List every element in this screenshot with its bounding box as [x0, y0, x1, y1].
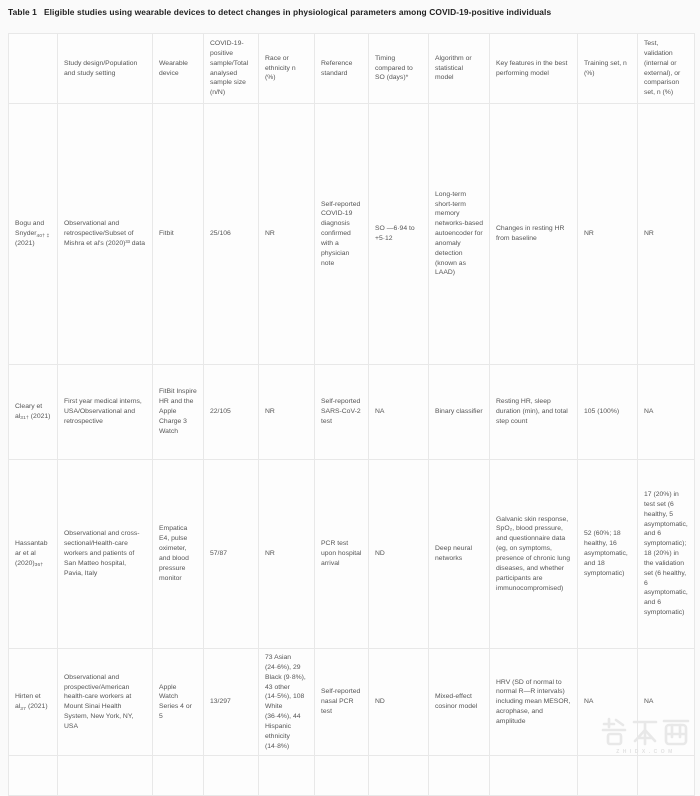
- header-reference: Reference standard: [315, 34, 369, 104]
- cell-algorithm: Long-term short-term memory networks-based autoencoder for anomaly detection (known as LAAD): [429, 104, 490, 365]
- study-name: Hassantabar et al (2020): [15, 540, 48, 567]
- cell-sample: 13/297: [204, 649, 259, 756]
- study-reference-marker: 36†: [34, 563, 44, 569]
- header-race: Race or ethnicity n (%): [259, 34, 315, 104]
- cell-design: Observational and prospective/American health-care workers at Mount Sinai Health System, New York, NY, USA: [58, 649, 153, 756]
- cell-design: Observational and retrospective/Subset of Mishra et al's (2020)³³ data: [58, 104, 153, 365]
- cell-empty: [490, 756, 578, 796]
- cell-training: 105 (100%): [578, 365, 638, 460]
- header-timing: Timing compared to SO (days)*: [369, 34, 429, 104]
- cell-features: Changes in resting HR from baseline: [490, 104, 578, 365]
- table-row-hirten: [9, 649, 695, 756]
- cell-empty: [369, 756, 429, 796]
- cell-algorithm: Binary classifier: [429, 365, 490, 460]
- study-year: (2021): [15, 239, 35, 247]
- header-training: Training set, n (%): [578, 34, 638, 104]
- cell-algorithm: Mixed-effect cosinor model: [429, 649, 490, 756]
- cell-race: 73 Asian (24·6%), 29 Black (9·8%), 43 other (14·5%), 108 White (36·4%), 44 Hispanic ethnicity (14·8%): [259, 649, 315, 756]
- cell-training: 52 (60%; 18 healthy, 16 asymptomatic, and 18 symptomatic): [578, 460, 638, 649]
- study-year: (2021): [27, 703, 48, 711]
- header-sample: COVID-19-positive sample/Total analysed sample size (n/N): [204, 34, 259, 104]
- study-name: Cleary et al: [15, 403, 43, 420]
- study-reference-marker: 37: [20, 706, 27, 712]
- header-device: Wearable device: [153, 34, 204, 104]
- cell-sample: 25/106: [204, 104, 259, 365]
- cell-reference: Self-reported nasal PCR test: [315, 649, 369, 756]
- cell-training: NA: [578, 649, 638, 756]
- cell-design: First year medical interns, USA/Observational and retrospective: [58, 365, 153, 460]
- header-test: Test, validation (internal or external), or comparison set, n (%): [638, 34, 695, 104]
- cell-study: [9, 365, 58, 460]
- cell-reference: Self-reported SARS-CoV-2 test: [315, 365, 369, 460]
- cell-empty: [9, 756, 58, 796]
- cell-training: NR: [578, 104, 638, 365]
- table-row-cleary: [9, 365, 695, 460]
- cell-features: Galvanic skin response, SpO₂, blood pressure, and questionnaire data (eg, on symptoms, presence of chronic lung diseases, and whether participants are immunocompromised): [490, 460, 578, 649]
- cell-reference: PCR test upon hospital arrival: [315, 460, 369, 649]
- cell-reference: Self-reported COVID-19 diagnosis confirmed with a physician note: [315, 104, 369, 365]
- study-name: Hirten et al: [15, 693, 41, 711]
- cell-empty: [315, 756, 369, 796]
- cell-empty: [58, 756, 153, 796]
- header-design: Study design/Population and study setting: [58, 34, 153, 104]
- cell-timing: SO —6·94 to +5·12: [369, 104, 429, 365]
- cell-timing: ND: [369, 460, 429, 649]
- cell-study: [9, 104, 58, 365]
- cell-test: NR: [638, 104, 695, 365]
- cell-timing: ND: [369, 649, 429, 756]
- cell-empty: [638, 756, 695, 796]
- table-row-hassantabar: [9, 460, 695, 649]
- cell-sample: 22/105: [204, 365, 259, 460]
- cell-race: NR: [259, 365, 315, 460]
- table-caption: Eligible studies using wearable devices to detect changes in physiological parameters among COVID-19-positive individuals: [43, 7, 552, 17]
- table-title: [8, 7, 551, 17]
- cell-features: HRV (SD of normal to normal R—R intervals) including mean MESOR, acrophase, and amplitude: [490, 649, 578, 756]
- cell-empty: [259, 756, 315, 796]
- cell-study: [9, 460, 58, 649]
- cell-empty: [153, 756, 204, 796]
- cell-empty: [429, 756, 490, 796]
- zhidx-domain-text: ZHIDX.COM: [616, 749, 676, 755]
- cell-test: 17 (20%) in test set (6 healthy, 5 asymptomatic, and 6 symptomatic); 18 (20%) in the validation set (6 healthy, 6 asymptomatic, and 6 symptomatic): [638, 460, 695, 649]
- study-year: (2021): [30, 412, 51, 420]
- table-number: Table 1: [8, 7, 37, 17]
- cell-race: NR: [259, 460, 315, 649]
- cell-empty: [578, 756, 638, 796]
- study-name: Bogu and Snyder: [15, 220, 45, 238]
- cell-study: [9, 649, 58, 756]
- table-row-bogu: [9, 104, 695, 365]
- cell-design: Observational and cross-sectional/Health-care workers and patients of San Matteo hospital, Pavia, Italy: [58, 460, 153, 649]
- cell-test: NA: [638, 649, 695, 756]
- header-features: Key features in the best performing model: [490, 34, 578, 104]
- header-row: [9, 34, 695, 104]
- cell-device: Empatica E4, pulse oximeter, and blood pressure monitor: [153, 460, 204, 649]
- cell-empty: [204, 756, 259, 796]
- cell-timing: NA: [369, 365, 429, 460]
- cell-race: NR: [259, 104, 315, 365]
- cell-device: Fitbit: [153, 104, 204, 365]
- cell-algorithm: Deep neural networks: [429, 460, 490, 649]
- header-algorithm: Algorithm or statistical model: [429, 34, 490, 104]
- cell-test: NA: [638, 365, 695, 460]
- study-reference-marker: 40† ‡: [36, 233, 50, 239]
- cell-features: Resting HR, sleep duration (min), and total step count: [490, 365, 578, 460]
- table-row-cutoff: [9, 756, 695, 796]
- cell-device: FitBit Inspire HR and the Apple Charge 3 Watch: [153, 365, 204, 460]
- header-study: [9, 34, 58, 104]
- studies-table: [8, 33, 695, 796]
- cell-sample: 57/87: [204, 460, 259, 649]
- cell-device: Apple Watch Series 4 or 5: [153, 649, 204, 756]
- study-reference-marker: 31†: [20, 416, 29, 422]
